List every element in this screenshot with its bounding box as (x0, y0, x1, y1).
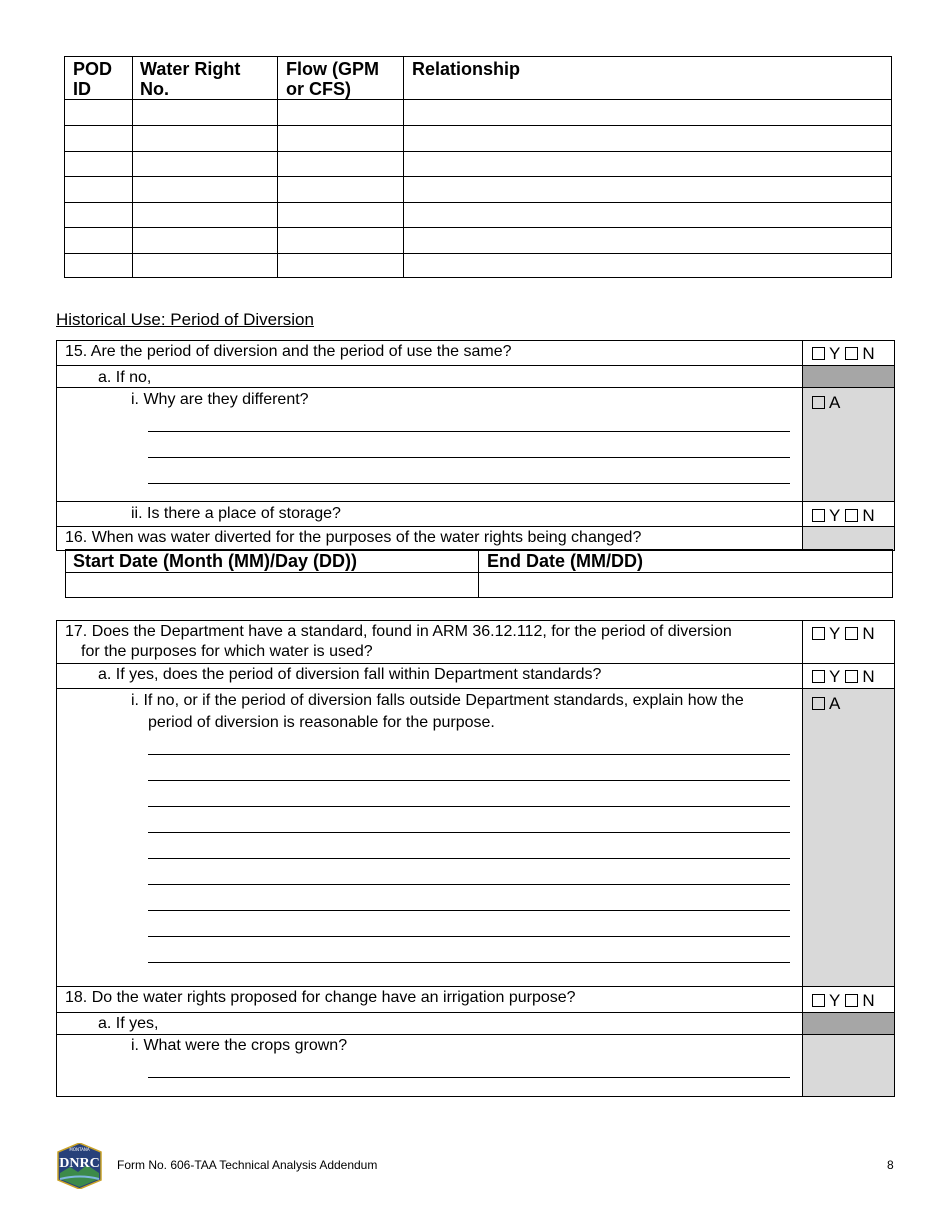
svg-text:DNRC: DNRC (59, 1156, 100, 1171)
q17-yes-no[interactable]: Y N (812, 624, 875, 644)
answer-line[interactable] (148, 832, 790, 833)
no-checkbox[interactable] (845, 347, 858, 360)
q15-a: a. If no, (98, 369, 152, 386)
page-number: 8 (887, 1158, 894, 1172)
table-row[interactable] (64, 100, 892, 125)
water-right-no-header: Water Right No. (140, 59, 241, 99)
q17-a: a. If yes, does the period of diversion fall within Department standards? (98, 666, 602, 683)
q15-i: i. Why are they different? (131, 391, 309, 408)
q18-a: a. If yes, (98, 1015, 159, 1032)
q18-question: 18. Do the water rights proposed for change have an irrigation purpose? (65, 989, 576, 1006)
end-date-input[interactable] (479, 573, 892, 597)
answer-line[interactable] (148, 780, 790, 781)
table-row[interactable] (64, 254, 892, 278)
section-title: Historical Use: Period of Diversion (56, 310, 314, 329)
answer-line[interactable] (148, 858, 790, 859)
q16-question: 16. When was water diverted for the purposes of the water rights being changed? (65, 529, 642, 546)
table-row[interactable] (64, 152, 892, 176)
start-date-input[interactable] (66, 573, 478, 597)
q17-question-line1: 17. Does the Department have a standard, found in ARM 36.12.112, for the period of diversion (65, 623, 732, 640)
table-row[interactable] (64, 126, 892, 151)
answer-line[interactable] (148, 806, 790, 807)
yes-checkbox[interactable] (812, 670, 825, 683)
flow-header: Flow (GPM or CFS) (286, 59, 379, 99)
no-checkbox[interactable] (845, 994, 858, 1007)
form-name: Form No. 606-TAA Technical Analysis Addendum (117, 1158, 378, 1172)
answer-line[interactable] (148, 1077, 790, 1078)
q18-yes-no[interactable]: Y N (812, 991, 875, 1011)
start-date-header: Start Date (Month (MM)/Day (DD)) (73, 551, 357, 571)
q17-i-line1: i. If no, or if the period of diversion falls outside Department standards, explain how the (131, 692, 744, 709)
answer-line[interactable] (148, 431, 790, 432)
table-row[interactable] (64, 177, 892, 202)
q15-ii: ii. Is there a place of storage? (131, 505, 341, 522)
q17-a-yes-no[interactable]: Y N (812, 667, 875, 687)
q15-ii-yes-no[interactable]: Y N (812, 506, 875, 526)
pod-table (64, 56, 892, 278)
table-row[interactable] (64, 203, 892, 227)
attached-checkbox[interactable] (812, 396, 825, 409)
svg-text:MONTANA: MONTANA (69, 1147, 90, 1152)
answer-line[interactable] (148, 457, 790, 458)
yes-checkbox[interactable] (812, 347, 825, 360)
dnrc-logo (56, 1143, 103, 1189)
q15-i-attached[interactable]: A (812, 393, 840, 413)
q18-i: i. What were the crops grown? (131, 1037, 348, 1054)
dnrc-logo-icon (56, 1143, 103, 1189)
no-checkbox[interactable] (845, 627, 858, 640)
answer-line[interactable] (148, 936, 790, 937)
attached-checkbox[interactable] (812, 697, 825, 710)
yes-checkbox[interactable] (812, 509, 825, 522)
answer-line[interactable] (148, 754, 790, 755)
pod-id-header: POD ID (73, 59, 113, 99)
no-checkbox[interactable] (845, 670, 858, 683)
q15-yes-no[interactable]: Y N (812, 344, 875, 364)
q17-i-line2: period of diversion is reasonable for the purpose. (148, 714, 495, 731)
yes-checkbox[interactable] (812, 994, 825, 1007)
answer-line[interactable] (148, 884, 790, 885)
q17-i-attached[interactable]: A (812, 694, 840, 714)
relationship-header: Relationship (412, 59, 521, 79)
table-row[interactable] (64, 228, 892, 253)
answer-line[interactable] (148, 910, 790, 911)
answer-line[interactable] (148, 483, 790, 484)
end-date-header: End Date (MM/DD) (487, 551, 643, 571)
answer-line[interactable] (148, 962, 790, 963)
q17-question-line2: for the purposes for which water is used? (81, 643, 373, 660)
yes-checkbox[interactable] (812, 627, 825, 640)
q15-question: 15. Are the period of diversion and the period of use the same? (65, 343, 512, 360)
no-checkbox[interactable] (845, 509, 858, 522)
